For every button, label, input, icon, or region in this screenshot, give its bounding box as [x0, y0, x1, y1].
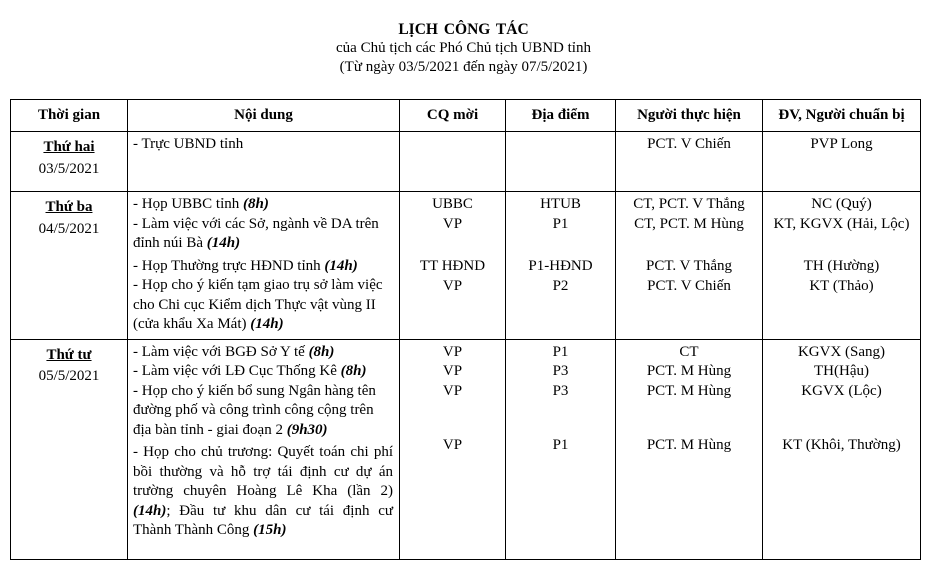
header-org: CQ mời [400, 100, 506, 132]
schedule-entry [133, 215, 393, 254]
entry-time: (8h) [243, 196, 269, 212]
org-value [400, 135, 505, 155]
day-name: Thứ ba [45, 199, 93, 215]
schedule-entry [133, 382, 393, 441]
entry-time: (9h30) [286, 421, 328, 438]
table-row [11, 339, 921, 559]
place-value: P1 [552, 437, 569, 453]
prep-cell [763, 132, 921, 192]
person-value: PCT. M Hùng [646, 382, 732, 399]
entry-text: - Họp cho chủ trương: Quyết toán chi phí bồi thường và hỗ trợ tái định cư dự án trường chuyên Hoàng Lê Kha (lần 2) [133, 444, 393, 499]
prep-value: KT (Khôi, Thường) [782, 437, 901, 453]
org-value: TT HĐND [419, 258, 486, 274]
org-cell [400, 192, 506, 340]
content-cell [128, 132, 400, 192]
document-title: LỊCH CÔNG TÁC [398, 21, 529, 38]
place-value: P1 [552, 343, 569, 360]
date-range: (Từ ngày 03/5/2021 đến ngày 07/5/2021) [339, 59, 588, 75]
org-value: VP [442, 215, 463, 232]
day-date: 05/5/2021 [38, 368, 100, 384]
header-content: Nội dung [128, 100, 400, 132]
entry-time: (8h) [308, 343, 335, 360]
entry-time: (14h) [250, 316, 284, 332]
entry-text: - Trực UBND tỉnh [133, 136, 244, 152]
schedule-entry [133, 257, 393, 277]
org-value: VP [442, 363, 463, 379]
entry-time: (14h) [324, 257, 358, 274]
person-value: CT [679, 343, 699, 360]
table-header-row [11, 100, 921, 132]
schedule-entry [133, 362, 393, 382]
entry-text: - Làm việc với các Sở, ngành về DA trên đỉnh núi Bà [133, 215, 379, 251]
entry-time: (8h) [340, 363, 367, 379]
prep-value: TH(Hậu) [814, 363, 869, 379]
schedule-entry [133, 195, 393, 215]
org-value: VP [442, 437, 463, 453]
org-value: VP [442, 277, 463, 294]
place-value: P2 [552, 277, 569, 294]
place-cell [506, 192, 616, 340]
person-cell [616, 132, 763, 192]
person-value: PCT. V Thắng [646, 258, 732, 274]
person-value: PCT. M Hùng [646, 437, 732, 453]
person-value: PCT. V Chiến [647, 277, 731, 294]
prep-value: PVP Long [810, 136, 873, 152]
day-name: Thứ tư [46, 346, 92, 363]
header-place: Địa điểm [506, 100, 616, 132]
person-value: PCT. M Hùng [646, 363, 732, 379]
person-value: CT, PCT. V Thắng [633, 196, 745, 212]
entry-time: (14h) [206, 235, 241, 251]
prep-cell [763, 192, 921, 340]
person-cell [616, 339, 763, 559]
entry-text-continued: ; Đầu tư khu dân cư tái định cư Thành Thành Công [133, 502, 393, 538]
place-value: P1-HĐND [528, 258, 593, 274]
day-cell [11, 192, 128, 340]
prep-cell [763, 339, 921, 559]
entry-text: - Họp Thường trực HĐND tỉnh [133, 257, 325, 274]
table-row [11, 132, 921, 192]
entry-text: - Làm việc với BGĐ Sở Y tế [133, 343, 309, 360]
entry-time: (14h) [133, 502, 167, 519]
schedule-entry [133, 343, 393, 363]
header-person: Người thực hiện [616, 100, 763, 132]
place-value: HTUB [540, 196, 581, 212]
header-prep: ĐV, Người chuẩn bị [763, 100, 921, 132]
day-name: Thứ hai [43, 139, 95, 155]
schedule-entry [133, 443, 393, 541]
prep-value: KT (Thảo) [809, 277, 874, 294]
prep-value: KT, KGVX (Hải, Lộc) [773, 215, 910, 232]
entry-time: (15h) [253, 522, 287, 538]
prep-value: NC (Quý) [811, 196, 872, 212]
day-date: 03/5/2021 [38, 160, 100, 177]
document-subtitle: của Chủ tịch các Phó Chủ tịch UBND tỉnh [336, 40, 591, 56]
org-value: UBBC [432, 196, 473, 212]
entry-text: - Họp UBBC tỉnh [133, 196, 244, 212]
content-cell [128, 339, 400, 559]
document-header [0, 20, 927, 77]
schedule-table [10, 99, 921, 560]
schedule-entry [133, 276, 393, 335]
org-value: VP [442, 343, 463, 360]
entry-text: - Làm việc với LĐ Cục Thống Kê [133, 363, 341, 379]
person-value: PCT. V Chiến [647, 136, 731, 152]
entry-text: - Họp cho ý kiến bổ sung Ngân hàng tên đường phố và công trình công cộng trên địa bàn tỉnh - giai đoạn 2 [133, 382, 376, 438]
person-cell [616, 192, 763, 340]
place-cell [506, 132, 616, 192]
place-value: P3 [552, 363, 569, 379]
schedule-entry [133, 135, 393, 155]
day-cell [11, 132, 128, 192]
org-cell [400, 339, 506, 559]
person-value: CT, PCT. M Hùng [634, 215, 744, 232]
org-value: VP [442, 382, 463, 399]
place-value: P1 [552, 215, 569, 232]
org-cell [400, 132, 506, 192]
header-time: Thời gian [11, 100, 128, 132]
place-value: P3 [552, 382, 569, 399]
table-row [11, 192, 921, 340]
prep-value: TH (Hường) [803, 258, 880, 274]
place-cell [506, 339, 616, 559]
entry-text: - Họp cho ý kiến tạm giao trụ sở làm việc cho Chi cục Kiểm dịch Thực vật vùng II (cửa khẩu Xa Mát) [133, 277, 383, 332]
day-date: 04/5/2021 [38, 220, 100, 237]
prep-value: KGVX (Sang) [797, 343, 886, 360]
day-cell [11, 339, 128, 559]
place-value [506, 135, 615, 155]
prep-value: KGVX (Lộc) [801, 382, 882, 399]
content-cell [128, 192, 400, 340]
